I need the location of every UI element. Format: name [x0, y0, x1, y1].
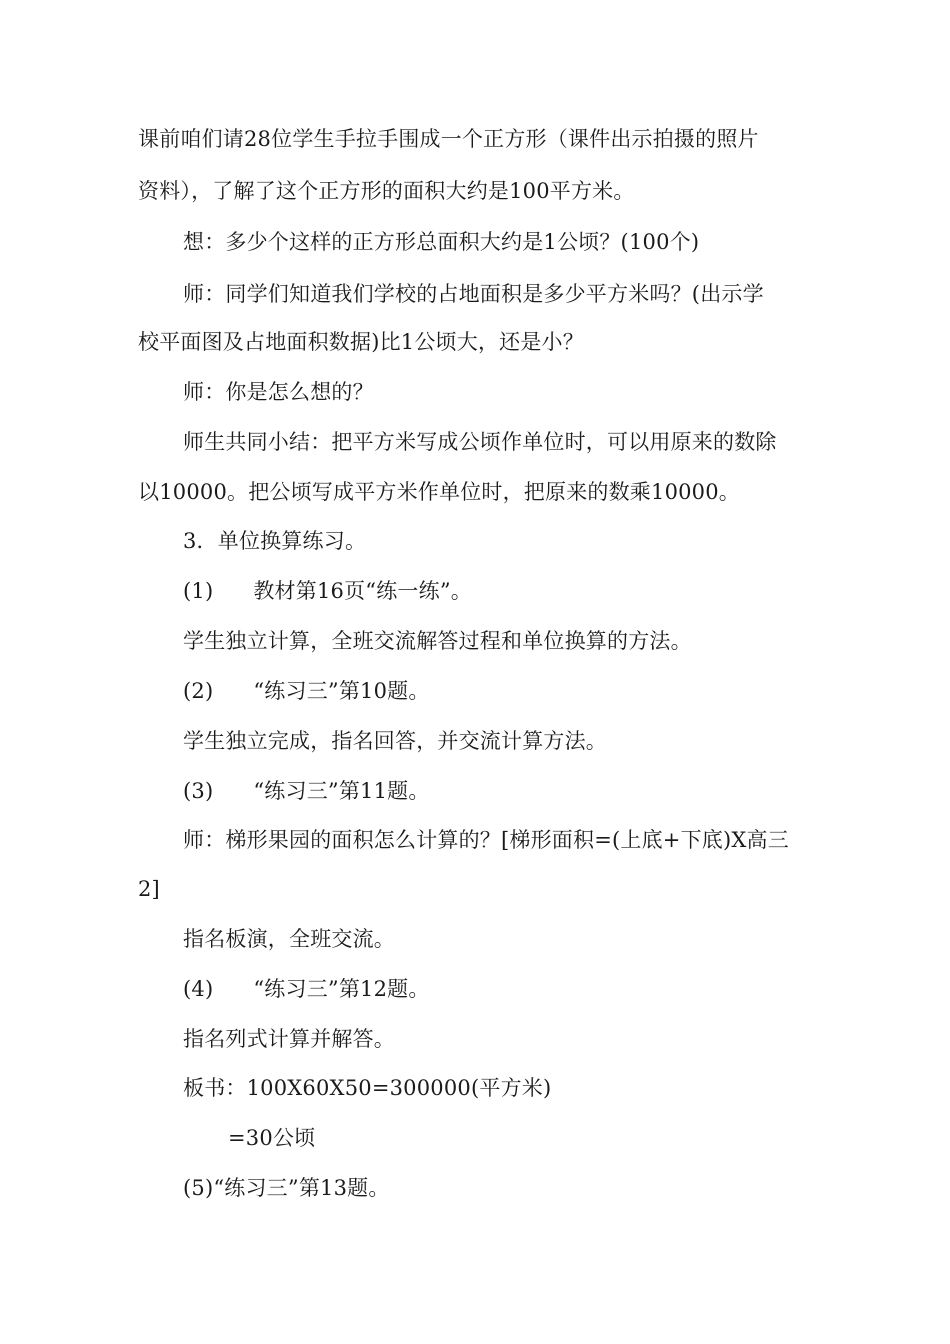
- paragraph-line-16: 指名板演，全班交流。: [183, 927, 395, 951]
- paragraph-line-1: 课前咱们请28位学生手拉手围成一个正方形（课件出示拍摄的照片: [138, 127, 759, 151]
- paragraph-line-15: 2]: [138, 877, 160, 901]
- paragraph-line-4: 师：同学们知道我们学校的占地面积是多少平方米吗？(出示学: [183, 282, 764, 306]
- paragraph-line-14: 师：梯形果园的面积怎么计算的？[梯形面积=(上底+下底)X高三: [183, 828, 789, 852]
- board-writing: 板书：100X60X50=300000(平方米): [183, 1076, 552, 1100]
- exercise-5: (5)“练习三”第13题。: [183, 1176, 390, 1200]
- exercise-1-text: 教材第16页“练一练”。: [253, 579, 472, 603]
- paragraph-line-5: 校平面图及占地面积数据)比1公顷大，还是小？: [138, 330, 584, 354]
- board-writing-result: =30公顷: [228, 1126, 316, 1150]
- exercise-3-number: (3): [183, 779, 214, 803]
- section-heading: 3．单位换算练习。: [183, 529, 367, 553]
- exercise-4: [183, 975, 430, 1003]
- exercise-1: [183, 577, 472, 605]
- exercise-4-number: (4): [183, 977, 214, 1001]
- paragraph-line-12: 学生独立完成，指名回答，并交流计算方法。: [183, 729, 607, 753]
- paragraph-line-8: 以10000。把公顷写成平方米作单位时，把原来的数乘10000。: [138, 480, 741, 504]
- exercise-3-text: “练习三”第11题。: [253, 779, 430, 803]
- paragraph-line-2: 资料），了解了这个正方形的面积大约是100平方米。: [138, 179, 635, 203]
- paragraph-line-6: 师：你是怎么想的？: [183, 380, 374, 404]
- paragraph-line-10: 学生独立计算，全班交流解答过程和单位换算的方法。: [183, 629, 692, 653]
- exercise-2-number: (2): [183, 679, 214, 703]
- exercise-2-text: “练习三”第10题。: [253, 679, 430, 703]
- exercise-1-number: (1): [183, 579, 214, 603]
- paragraph-line-7: 师生共同小结：把平方米写成公顷作单位时，可以用原来的数除: [183, 430, 777, 454]
- paragraph-line-3: 想：多少个这样的正方形总面积大约是1公顷？(100个): [183, 230, 700, 254]
- exercise-2: [183, 677, 430, 705]
- paragraph-line-18: 指名列式计算并解答。: [183, 1027, 395, 1051]
- exercise-4-text: “练习三”第12题。: [253, 977, 430, 1001]
- exercise-3: [183, 777, 430, 805]
